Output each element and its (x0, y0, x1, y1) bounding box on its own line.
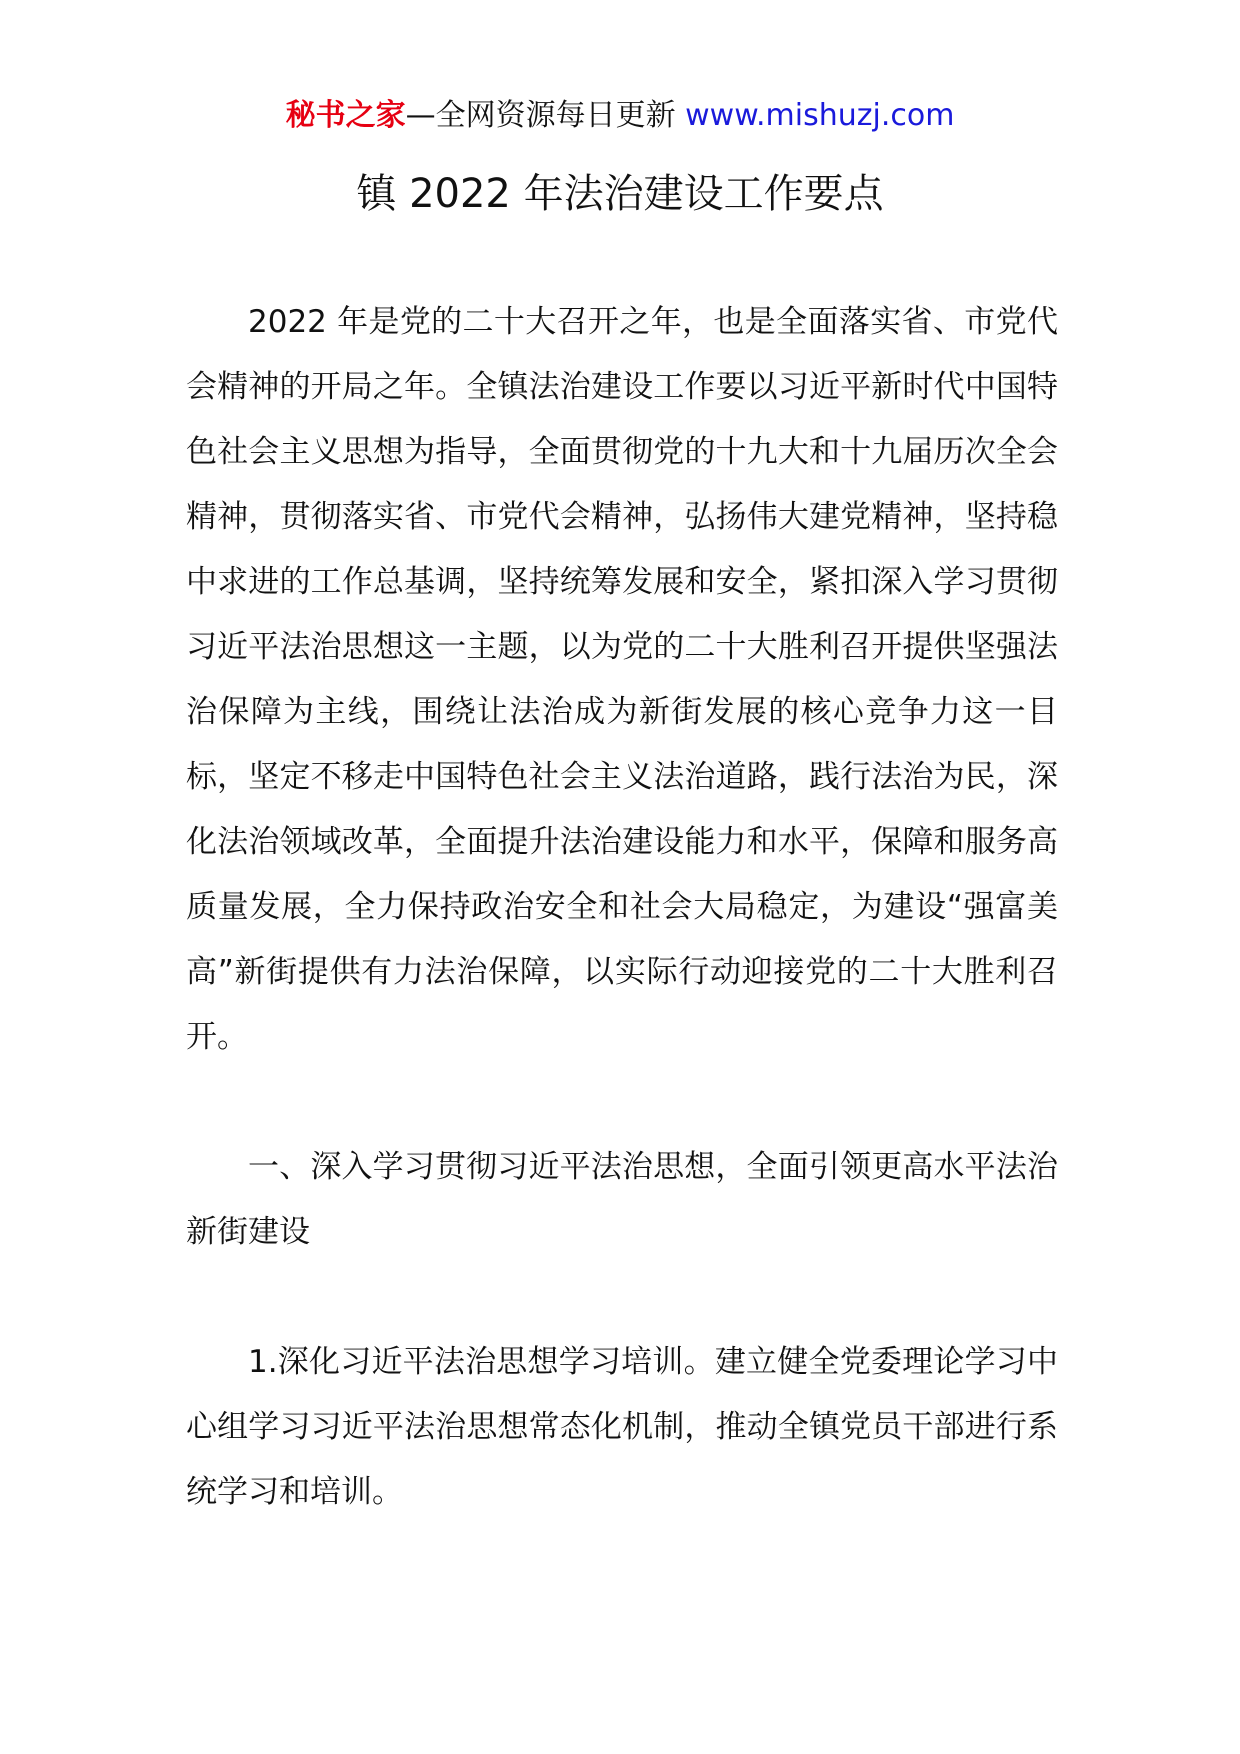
document-title: 镇 2022 年法治建设工作要点 (356, 171, 884, 217)
site-brand: 秘书之家 (285, 98, 406, 133)
site-header (0, 96, 1240, 136)
document-body (186, 290, 1058, 1525)
section-heading-1: 一、深入学习贯彻习近平法治思想，全面引领更高水平法治新街建设 (186, 1149, 1058, 1250)
item-paragraph-1: 1.深化习近平法治思想学习培训。建立健全党委理论学习中心组学习习近平法治思想常态化机制，推动全镇党员干部进行系统学习和培训。 (186, 1344, 1058, 1510)
intro-paragraph: 2022 年是党的二十大召开之年，也是全面落实省、市党代会精神的开局之年。全镇法治建设工作要以习近平新时代中国特色社会主义思想为指导，全面贯彻党的十九大和十九届历次全会精神，贯彻落实省、市党代会精神，弘扬伟大建党精神，坚持稳中求进的工作总基调，坚持统筹发展和安全，紧扣深入学习贯彻习近平法治思想这一主题，以为党的二十大胜利召开提供坚强法治保障为主线，围绕让法治成为新街发展的核心竞争力这一目标，坚定不移走中国特色社会主义法治道路，践行法治为民，深化法治领域改革，全面提升法治建设能力和水平，保障和服务高质量发展，全力保持政治安全和社会大局稳定，为建设“强富美高”新街提供有力法治保障，以实际行动迎接党的二十大胜利召开。 (186, 304, 1058, 1055)
site-url-link[interactable]: www.mishuzj.com (685, 98, 955, 133)
site-tagline: —全网资源每日更新 (405, 98, 686, 133)
